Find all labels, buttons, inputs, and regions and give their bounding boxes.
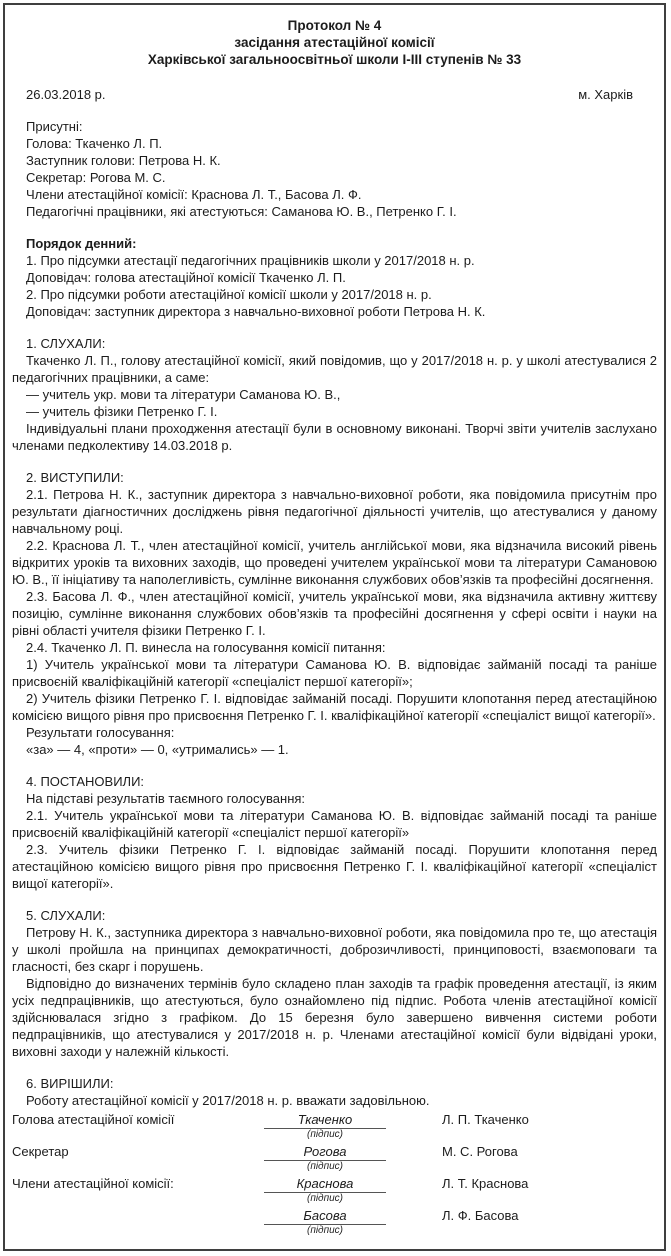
signature-label: Голова атестаційної комісії [12, 1112, 175, 1127]
signature-label: Члени атестаційної комісії: [12, 1176, 174, 1191]
signature-caption: (підпис) [307, 1225, 343, 1236]
section-4-paragraph: 2.3. Учитель фізики Петренко Г. І. відповідає займаній посаді. Порушити клопотання перед атестаційною комісією вищого рівня про присвоєння Петренко Г. І. кваліфікаційної категорії «спеціаліст вищої категорії». [12, 842, 657, 891]
school-name: Харківської загальноосвітньої школи І-ІІІ ступенів № 33 [147, 52, 522, 67]
section-2-heading: 2. ВИСТУПИЛИ: [26, 470, 124, 485]
protocol-document [3, 3, 666, 1251]
date-label: 26.03.2018 р. [26, 87, 106, 102]
signature-row [12, 1175, 657, 1205]
signature-caption: (підпис) [307, 1129, 343, 1140]
dateline [12, 86, 657, 103]
section-1-paragraph: Індивідуальні плани проходження атестації були в основному виконані. Творчі звіти учителів заслухано членами педколективу 14.03.2018 р. [12, 421, 657, 453]
agenda-item-1: 1. Про підсумки атестації педагогічних працівників школи у 2017/2018 н. р. [26, 253, 475, 268]
title-block [12, 17, 657, 68]
signature-handwritten: Краснова [264, 1175, 386, 1193]
section-1-list-item: — учитель фізики Петренко Г. І. [26, 404, 218, 419]
attendees-chair: Голова: Ткаченко Л. П. [26, 136, 163, 151]
section-1-paragraph: Ткаченко Л. П., голову атестаційної комісії, який повідомив, що у 2017/2018 н. р. у школі атестувалися 2 педагогічних працівники, а саме: [12, 353, 657, 385]
attendees-deputy: Заступник голови: Петрова Н. К. [26, 153, 221, 168]
section-2-paragraph: 2.1. Петрова Н. К., заступник директора з навчально-виховної роботи, яка повідомила присутнім про результати діагностичних досліджень рівня педагогічної діяльності учителів, що атестувалися у даному навчальному році. [12, 487, 657, 536]
agenda-block [12, 235, 657, 320]
signature-row [12, 1207, 657, 1237]
section-5-paragraph: Відповідно до визначених термінів було складено план заходів та графік проведення атестації, із яким усіх педпрацівників, що атестуються, було ознайомлено під підпис. Робота членів атестаційної комісії здійснювалася згідно з графіком. До 15 березня було завершено вивчення системи роботи педпрацівників, що атестувалися у 2017/2018 н. р. Членами атестаційної комісії були відвідані уроки, виховні заходи у належній кількості. [12, 976, 657, 1059]
section-4-heading: 4. ПОСТАНОВИЛИ: [26, 774, 145, 789]
section-6-heading: 6. ВИРІШИЛИ: [26, 1076, 114, 1091]
signature-caption: (підпис) [307, 1161, 343, 1172]
section-2-paragraph: 2.2. Краснова Л. Т., член атестаційної комісії, учитель англійської мови, яка відзначила високий рівень відкритих уроків та виховних заходів, що проведені учителем української мови та літератури Самановою Ю. В., її ініціативу та наполегливість, сумлінне виконання службових обов’язків та професійні досягнення. [12, 538, 657, 587]
signature-printed-name: Л. Ф. Басова [442, 1208, 519, 1223]
signature-row [12, 1143, 657, 1173]
attendees-members: Члени атестаційної комісії: Краснова Л. Т., Басова Л. Ф. [26, 187, 362, 202]
section-2-paragraph: 2.3. Басова Л. Ф., член атестаційної комісії, учитель української мови, яка відзначила активну життєву позицію, сумлінне виконання службових обов’язків та професійні досягнення у сфері освіти і науки на рівні області учителя фізики Петренко Г. І. [12, 589, 657, 638]
agenda-speaker-2: Доповідач: заступник директора з навчально-виховної роботи Петрова Н. К. [26, 304, 486, 319]
section-6-paragraph: Роботу атестаційної комісії у 2017/2018 н. р. вважати задовільною. [26, 1093, 430, 1108]
city-label: м. Харків [578, 87, 633, 102]
section-1-heading: 1. СЛУХАЛИ: [26, 336, 106, 351]
section-2-question-1: 1) Учитель української мови та літератури Саманова Ю. В. відповідає займаній посаді та раніше присвоєній кваліфікаційній категорії «спеціаліст першої категорії»; [12, 657, 657, 689]
signature-caption: (підпис) [307, 1193, 343, 1204]
agenda-speaker-1: Доповідач: голова атестаційної комісії Ткаченко Л. П. [26, 270, 346, 285]
section-2-question-2: 2) Учитель фізики Петренко Г. І. відповідає займаній посаді. Порушити клопотання перед атестаційною комісією вищого рівня про присвоєння Петренко Г. І. кваліфікаційної категорії «спеціаліст вищої категорії». [12, 691, 657, 723]
signature-handwritten: Рогова [264, 1143, 386, 1161]
signature-field [250, 1175, 400, 1205]
signature-field [250, 1207, 400, 1237]
attendees-secretary: Секретар: Рогова М. С. [26, 170, 166, 185]
agenda-item-2: 2. Про підсумки роботи атестаційної комісії школи у 2017/2018 н. р. [26, 287, 432, 302]
section-2-paragraph: 2.4. Ткаченко Л. П. винесла на голосування комісії питання: [26, 640, 386, 655]
section-5-paragraph: Петрову Н. К., заступника директора з навчально-виховної роботи, яка повідомила про те, що атестація у школі пройшла на принципах демократичності, доброзичливості, принциповості, взаємоповаги та гласності, без скарг і порушень. [12, 925, 657, 974]
signature-field [250, 1143, 400, 1173]
signature-block [12, 1111, 657, 1237]
signature-row [12, 1111, 657, 1141]
signature-printed-name: Л. Т. Краснова [442, 1176, 529, 1191]
attendees-block [12, 118, 657, 220]
signature-field [250, 1111, 400, 1141]
vote-results-label: Результати голосування: [26, 725, 175, 740]
protocol-title: Протокол № 4 [287, 18, 382, 33]
signature-printed-name: М. С. Рогова [442, 1144, 518, 1159]
section-5-heading: 5. СЛУХАЛИ: [26, 908, 106, 923]
signature-handwritten: Ткаченко [264, 1111, 386, 1129]
meeting-subtitle: засідання атестаційної комісії [234, 35, 435, 50]
attendees-label: Присутні: [26, 119, 83, 134]
attendees-teachers: Педагогічні працівники, які атестуються: Саманова Ю. В., Петренко Г. І. [26, 204, 457, 219]
section-1-list-item: — учитель укр. мови та літератури Саманова Ю. В., [26, 387, 341, 402]
vote-results: «за» — 4, «проти» — 0, «утримались» — 1. [26, 742, 289, 757]
agenda-heading: Порядок денний: [26, 236, 137, 251]
section-4-paragraph: 2.1. Учитель української мови та літератури Саманова Ю. В. відповідає займаній посаді та раніше присвоєній кваліфікаційній категорії «спеціаліст першої категорії» [12, 808, 657, 840]
signature-label: Секретар [12, 1144, 69, 1159]
section-4-intro: На підставі результатів таємного голосування: [26, 791, 306, 806]
signature-printed-name: Л. П. Ткаченко [442, 1112, 529, 1127]
signature-handwritten: Басова [264, 1207, 386, 1225]
